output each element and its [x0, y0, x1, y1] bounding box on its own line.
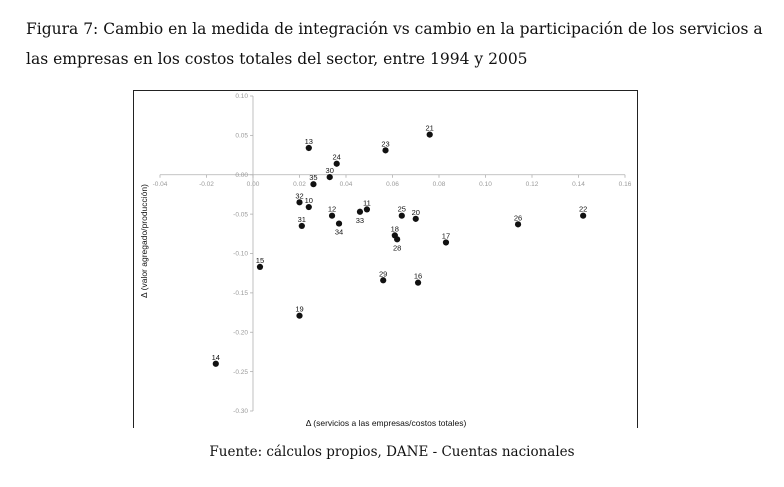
data-point-label: 22: [578, 204, 588, 214]
figure-source: Fuente: cálculos propios, DANE - Cuentas nacionales: [209, 444, 575, 460]
y-tick-label: -0.25: [233, 368, 248, 376]
x-tick-label: 0.02: [293, 180, 306, 188]
y-tick-label: -0.30: [233, 408, 248, 416]
data-point-label: 12: [327, 204, 337, 214]
y-tick-label: -0.15: [233, 290, 248, 298]
data-point-label: 18: [390, 224, 399, 234]
x-axis-title: Δ (servicios a las empresas/costos totales): [305, 418, 467, 428]
y-tick-label: 0.00: [235, 171, 248, 179]
figure-caption: Figura 7: Cambio en la medida de integración vs cambio en la participación de los servicios a las empresas en los costos totales del sector, entre 1994 y 2005: [26, 20, 763, 68]
data-point-label: 11: [363, 198, 371, 208]
x-tick-label: -0.02: [199, 180, 214, 188]
data-point-label: 15: [255, 255, 265, 265]
data-point-label: 31: [297, 214, 306, 224]
x-tick-label: 0.04: [339, 180, 353, 188]
y-axis-title: Δ (valor agregado/producción): [139, 184, 149, 298]
data-point-label: 20: [411, 207, 420, 217]
x-tick-label: 0.06: [386, 180, 399, 188]
y-tick-label: -0.05: [233, 211, 248, 219]
x-tick-label: 0.12: [525, 180, 539, 188]
x-tick-label: 0.08: [432, 180, 446, 188]
x-tick-label: -0.04: [152, 180, 168, 188]
data-point-label: 13: [304, 136, 313, 146]
data-point-label: 34: [334, 227, 344, 237]
x-tick-label: 0.10: [479, 180, 492, 188]
data-point-label: 25: [397, 204, 406, 214]
y-tick-label: 0.05: [235, 132, 248, 140]
data-point-label: 33: [355, 215, 365, 225]
data-point-label: 29: [379, 269, 388, 279]
data-point: [357, 209, 363, 215]
data-point-label: 35: [309, 173, 318, 183]
x-tick-label: 0.00: [246, 180, 260, 188]
y-tick-label: 0.10: [235, 93, 248, 101]
data-point-label: 30: [325, 166, 334, 176]
scatter-chart: [134, 91, 639, 429]
data-point-label: 28: [392, 243, 402, 253]
data-point-label: 24: [332, 152, 341, 162]
data-point-label: 32: [295, 191, 304, 201]
y-tick-label: -0.10: [233, 250, 248, 258]
data-point-label: 21: [425, 123, 434, 133]
data-point-label: 17: [441, 231, 451, 241]
data-point-label: 14: [211, 352, 220, 362]
data-point-label: 10: [304, 196, 313, 206]
data-point: [394, 236, 400, 242]
data-point: [336, 220, 342, 226]
x-tick-label: 0.16: [618, 180, 632, 188]
data-point-label: 19: [295, 304, 304, 314]
data-point-label: 23: [381, 139, 390, 149]
data-point-label: 16: [413, 271, 423, 281]
data-point-label: 26: [513, 213, 523, 223]
y-tick-label: -0.20: [233, 329, 248, 337]
chart-frame: [133, 90, 638, 428]
x-tick-label: 0.14: [572, 180, 585, 188]
